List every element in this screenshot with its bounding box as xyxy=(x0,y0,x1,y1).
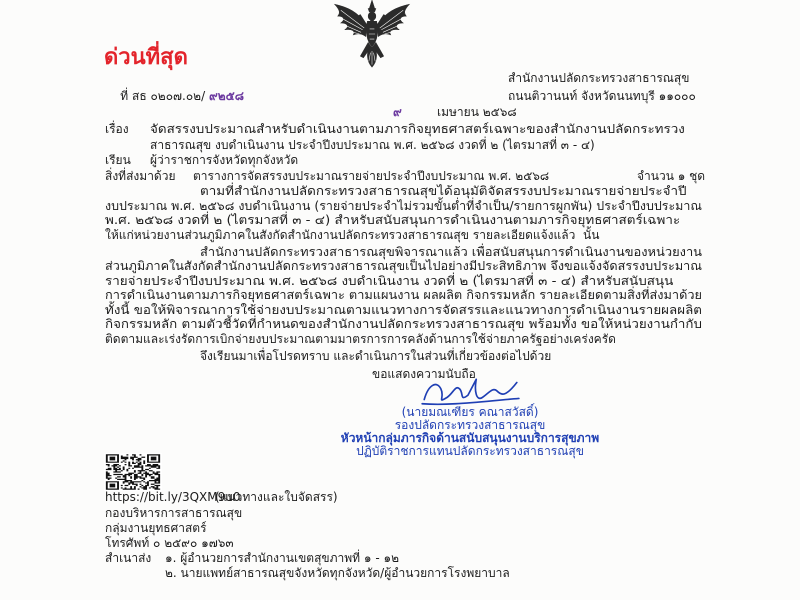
guideline-link-note: (แนวทางและใบจัดสรร) xyxy=(215,490,338,504)
body-paragraph-2-line: ส่วนภูมิภาคในสังกัดสำนักงานปลัดกระทรวงสาธารณสุขเป็นไปอย่างมีประสิทธิภาพ จึงขอแจ้งจัดสรรงบประมาณ xyxy=(105,259,703,273)
garuda-emblem xyxy=(333,0,411,68)
body-paragraph-2-line: กิจกรรมหลัก ตามตัวชี้วัดที่กำหนดของสำนักงานปลัดกระทรวงสาธารณสุข พร้อมทั้ง ขอให้หน่วยงานกำกับ xyxy=(105,317,702,331)
copies-item: ๒. นายแพทย์สาธารณสุขจังหวัดทุกจังหวัด/ผู้อำนวยการโรงพยาบาล xyxy=(165,566,510,580)
body-paragraph-2-line: ติดตามและเร่งรัดการเบิกจ่ายงบประมาณตามมาตรการการคลังด้านการใช้จ่ายภาครัฐอย่างเคร่งครัด xyxy=(105,332,616,346)
signatory-name: (นายมณเฑียร คณาสวัสดิ์) xyxy=(401,405,539,419)
handwritten-signature xyxy=(418,374,522,408)
subject-line: สาธารณสุข งบดำเนินงาน ประจำปีงบประมาณ พ.ศ. ๒๕๖๘ งวดที่ ๒ (ไตรมาสที่ ๓ - ๔) xyxy=(150,138,595,152)
document-number-prefix: ที่ สธ ๐๒๐๗.๐๒/ xyxy=(120,89,209,103)
body-paragraph-2-line: รายจ่ายประจำปีงบประมาณ พ.ศ. ๒๕๖๘ งบดำเนินงาน งวดที่ ๒ (ไตรมาสที่ ๓ - ๔) สำหรับสนับสนุน xyxy=(105,274,674,288)
urgency-label: ด่วนที่สุด xyxy=(104,45,188,70)
copies-item: ๑. ผู้อำนวยการสำนักงานเขตสุขภาพที่ ๑ - ๑๒ xyxy=(165,551,399,565)
qr-code xyxy=(104,453,162,491)
subject-label: เรื่อง xyxy=(105,122,129,136)
body-paragraph-2-line: สำนักงานปลัดกระทรวงสาธารณสุขพิจารณาแล้ว เพื่อสนับสนุนการดำเนินงานของหน่วยงาน xyxy=(200,245,703,259)
body-paragraph-3-line: จึงเรียนมาเพื่อโปรดทราบ และดำเนินการในส่วนที่เกี่ยวข้องต่อไปด้วย xyxy=(200,349,552,363)
enclosure-quantity: จำนวน ๑ ชุด xyxy=(637,169,706,183)
enclosure-label: สิ่งที่ส่งมาด้วย xyxy=(105,169,176,183)
body-paragraph-1-line: ตามที่สำนักงานปลัดกระทรวงสาธารณสุขได้อนุมัติจัดสรรงบประมาณรายจ่ายประจำปี xyxy=(200,184,687,198)
body-paragraph-2-line: การดำเนินงานตามภารกิจยุทธศาสตร์เฉพาะ ตามแผนงาน ผลผลิต กิจกรรมหลัก รายละเอียดตามสิ่งที่ส่งมาด้วย xyxy=(105,288,703,302)
signatory-role: หัวหน้ากลุ่มภารกิจด้านสนับสนุนงานบริการสุขภาพ xyxy=(340,431,600,445)
body-paragraph-1-line: ให้แก่หน่วยงานส่วนภูมิภาคในสังกัดสำนักงานปลัดกระทรวงสาธารณสุข รายละเอียดแจ้งแล้ว นั้น xyxy=(105,228,600,242)
document-number xyxy=(105,72,244,120)
contact-department: กองบริหารการสาธารณสุข xyxy=(105,506,243,520)
signatory-acting: ปฏิบัติราชการแทนปลัดกระทรวงสาธารณสุข xyxy=(356,444,584,458)
enclosure-text: ตารางการจัดสรรงบประมาณรายจ่ายประจำปีงบประมาณ พ.ศ. ๒๕๖๘ xyxy=(193,169,550,183)
body-paragraph-2-line: ทั้งนี้ ขอให้พิจารณาการใช้จ่ายงบประมาณตามแนวทางการจัดสรรและแนวทางการดำเนินงานรายผลผลิต xyxy=(105,303,702,317)
contact-phone: โทรศัพท์ ๐ ๒๕๙๐ ๑๗๖๓ xyxy=(105,536,234,550)
subject-line: จัดสรรงบประมาณสำหรับดำเนินงานตามภารกิจยุทธศาสตร์เฉพาะของสำนักงานปลัดกระทรวง xyxy=(150,122,685,136)
sender-address-line: สำนักงานปลัดกระทรวงสาธารณสุข xyxy=(508,71,690,85)
date-day-stamp: ๙ xyxy=(393,105,402,119)
recipient-text: ผู้ว่าราชการจังหวัดทุกจังหวัด xyxy=(150,153,299,167)
date-month-year: เมษายน ๒๕๖๘ xyxy=(437,105,517,119)
guideline-link: https://bit.ly/3QXM9u0 xyxy=(105,490,241,504)
signatory-position: รองปลัดกระทรวงสาธารณสุข xyxy=(394,418,546,432)
recipient-label: เรียน xyxy=(105,153,131,167)
closing-phrase: ขอแสดงความนับถือ xyxy=(372,367,476,381)
document-number-stamp: ๙๒๕๘ xyxy=(208,89,244,103)
contact-group: กลุ่มงานยุทธศาสตร์ xyxy=(105,521,207,535)
sender-address-line: ถนนติวานนท์ จังหวัดนนทบุรี ๑๑๐๐๐ xyxy=(508,89,696,103)
copies-label: สำเนาส่ง xyxy=(105,551,152,565)
body-paragraph-1-line: งบประมาณ พ.ศ. ๒๕๖๘ งบดำเนินงาน (รายจ่ายประจำไม่รวมขั้นต่ำที่จำเป็น/รายการผูกพัน) ประจำปีงบประมาณ xyxy=(105,199,702,213)
body-paragraph-1-line: พ.ศ. ๒๕๖๘ งวดที่ ๒ (ไตรมาสที่ ๓ - ๔) สำหรับสนับสนุนการดำเนินงานตามภารกิจยุทธศาสตร์เฉพาะ xyxy=(105,213,681,227)
